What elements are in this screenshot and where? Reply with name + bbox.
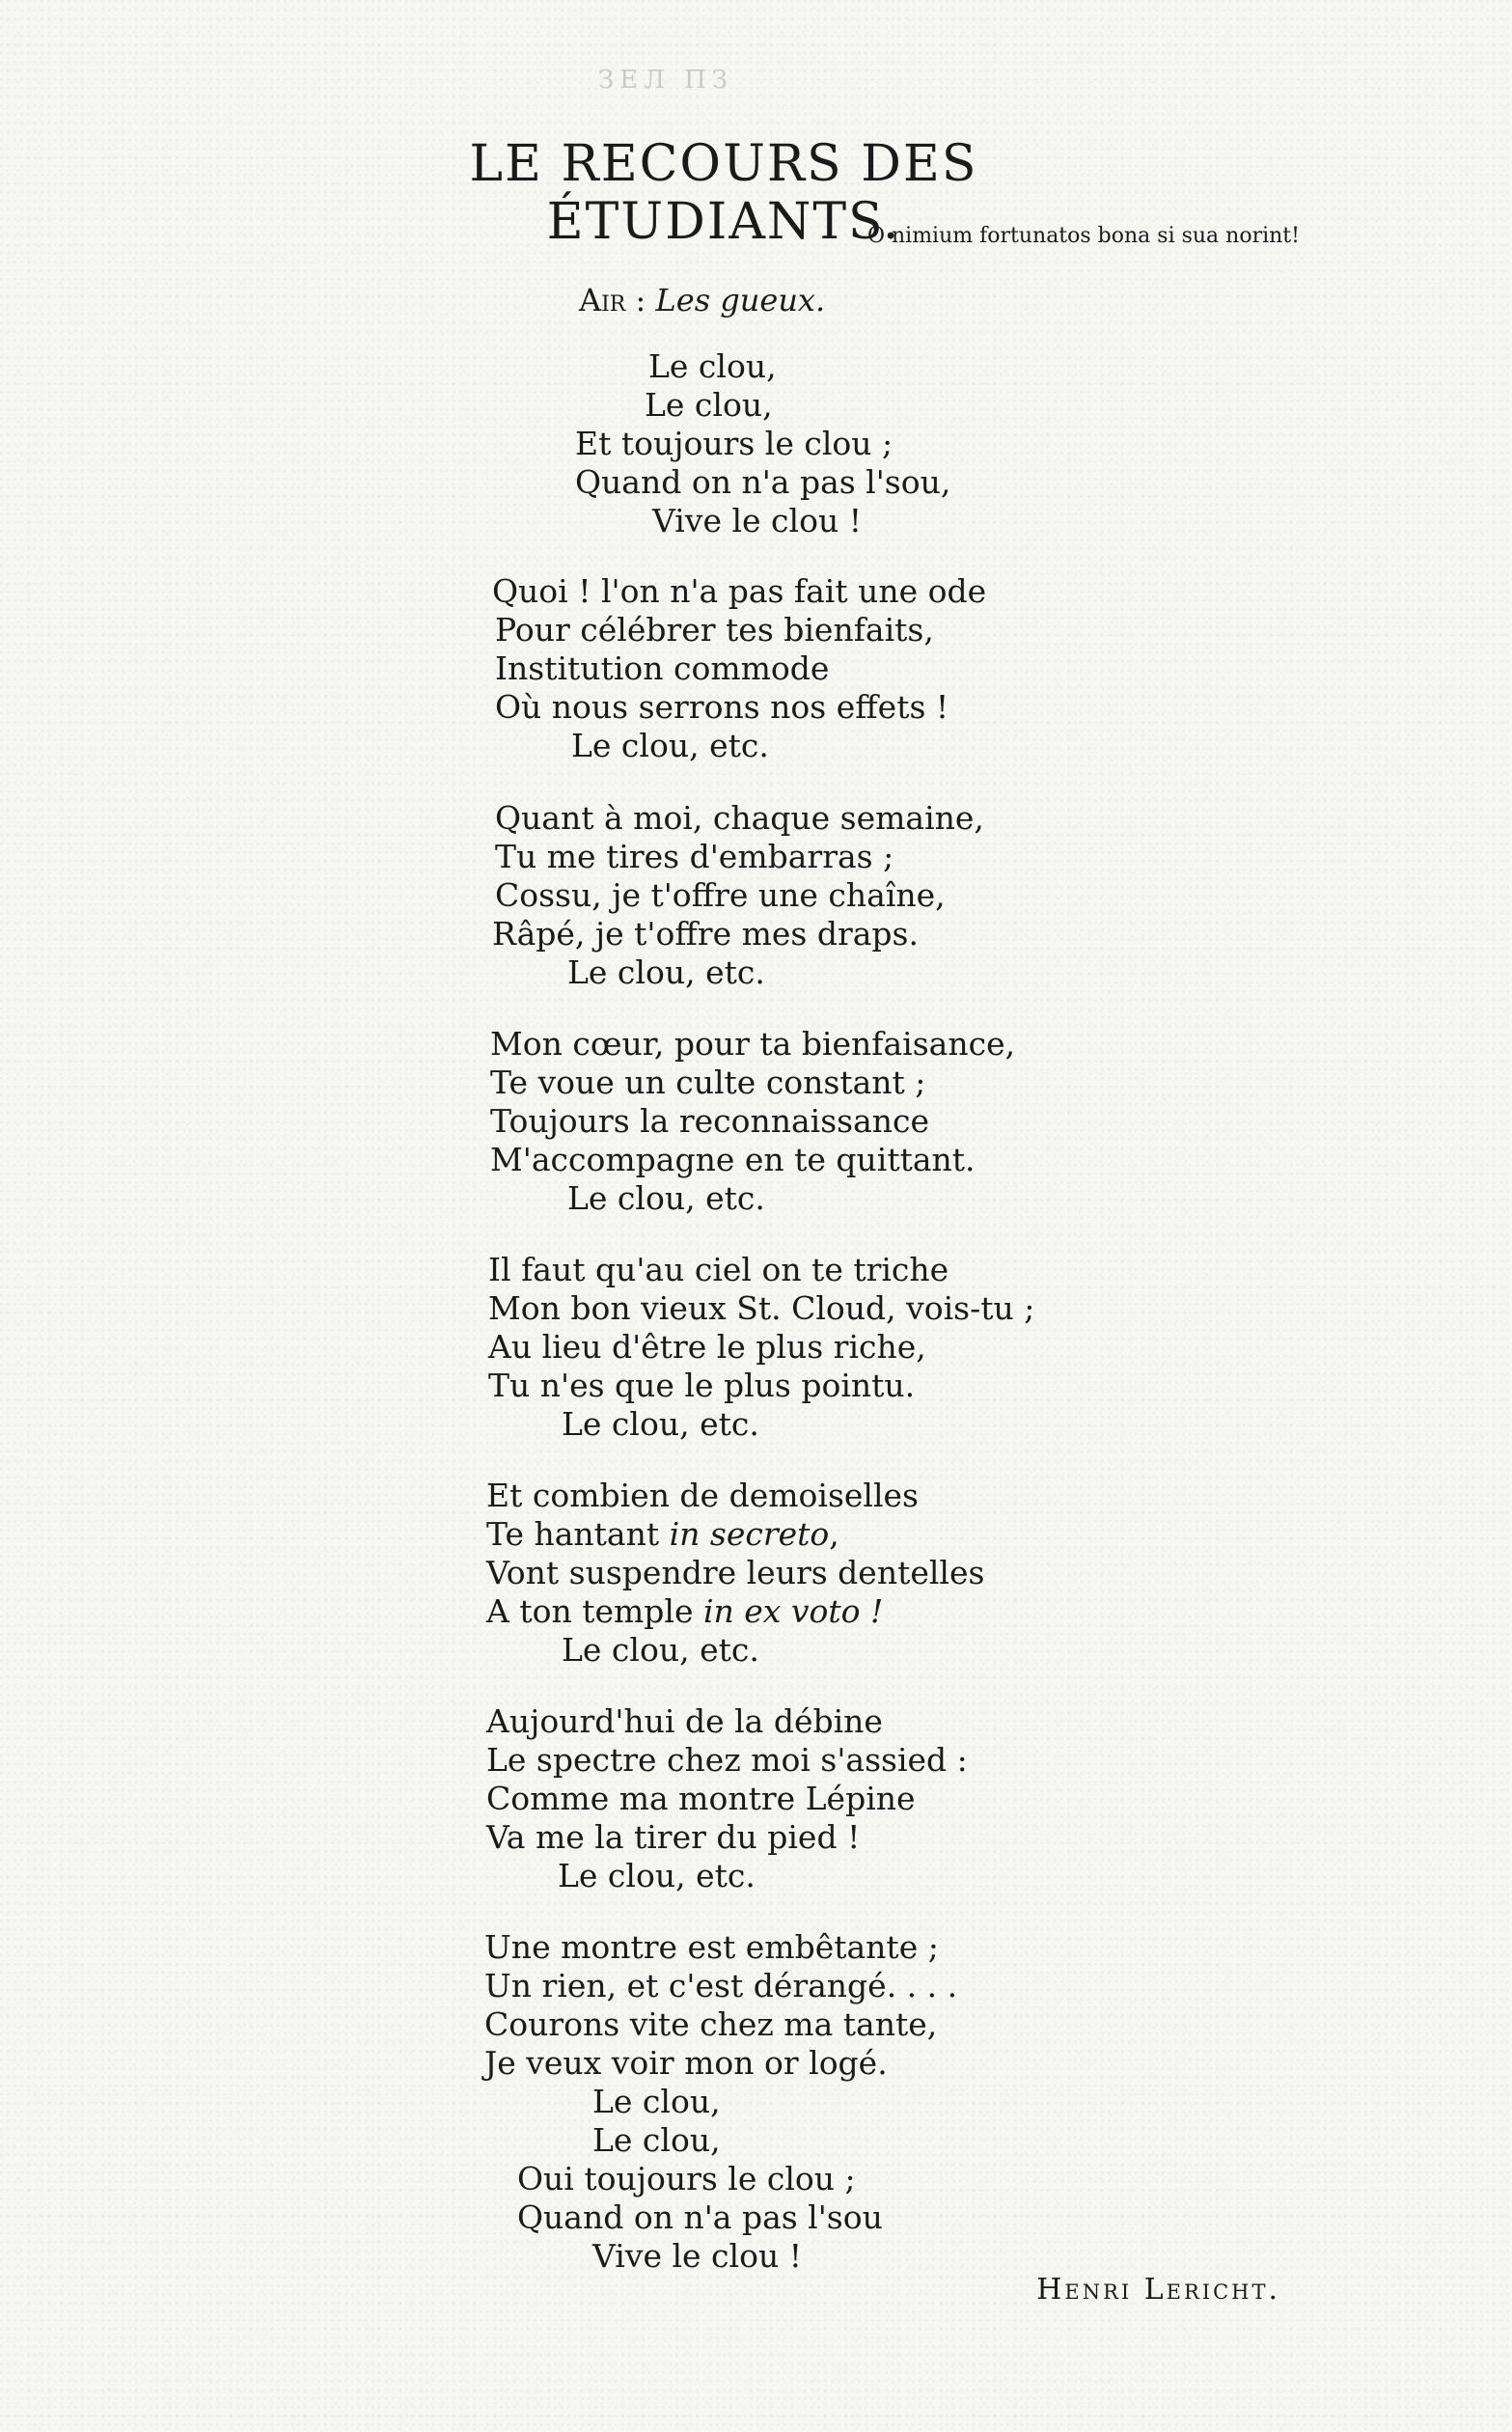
stanza-line: Tu n'es que le plus pointu.	[488, 1367, 916, 1404]
refrain-open-line: Quand on n'a pas l'sou,	[575, 463, 951, 501]
stanza-refrain: Le clou, etc.	[567, 953, 765, 991]
stanza-line: Un rien, et c'est dérangé. . . .	[484, 1967, 958, 2004]
stanza-line: Le spectre chez moi s'assied :	[486, 1741, 968, 1779]
stanza-line: Te voue un culte constant ;	[490, 1064, 926, 1101]
refrain-open-line: Vive le clou !	[652, 502, 862, 539]
stanza-line: Mon cœur, pour ta bienfaisance,	[490, 1025, 1016, 1063]
stanza-line: Quoi ! l'on n'a pas fait une ode	[492, 572, 987, 610]
stanza-refrain: Le clou, etc.	[571, 727, 769, 764]
refrain-close-line: Le clou,	[592, 2083, 721, 2120]
stanza-refrain: Le clou, etc.	[558, 1857, 756, 1894]
epigraph: O nimium fortunatos bona si sua norint!	[866, 224, 1300, 248]
stanza-line: Quant à moi, chaque semaine,	[495, 799, 984, 837]
stanza-refrain: Le clou, etc.	[567, 1179, 765, 1217]
refrain-open-line: Le clou,	[648, 347, 777, 385]
stanza-line: Il faut qu'au ciel on te triche	[488, 1251, 949, 1288]
stanza-line-text: A ton temple	[486, 1592, 703, 1630]
stanza-line: Où nous serrons nos effets !	[495, 688, 949, 726]
stanza-line-text: ,	[829, 1515, 839, 1553]
stanza-line: M'accompagne en te quittant.	[490, 1141, 976, 1178]
air-line	[579, 282, 825, 318]
refrain-open-line: Le clou,	[645, 386, 773, 424]
stanza-refrain: Le clou, etc.	[562, 1405, 759, 1443]
author-signature: Henri Lericht.	[1036, 2273, 1280, 2307]
stanza-refrain: Le clou, etc.	[562, 1631, 759, 1669]
stanza-line	[486, 1592, 883, 1631]
air-tune: Les gueux.	[655, 282, 826, 318]
stanza-line-text: Et combien de demoiselles	[486, 1477, 919, 1514]
stanza-line-text: Te hantant	[486, 1515, 670, 1553]
refrain-close-line: Vive le clou !	[592, 2237, 802, 2275]
stanza-line: Va me la tirer du pied !	[486, 1818, 861, 1856]
stanza-line	[486, 1477, 919, 1515]
poem-title: LE RECOURS DES ÉTUDIANTS.	[469, 135, 978, 251]
stanza-line	[486, 1515, 839, 1554]
refrain-close-line: Le clou,	[592, 2121, 721, 2159]
latin-phrase: in ex voto !	[702, 1592, 884, 1630]
refrain-open-line: Et toujours le clou ;	[575, 425, 893, 462]
stanza-line-text: Vont suspendre leurs dentelles	[486, 1554, 985, 1591]
latin-phrase: in secreto	[669, 1515, 830, 1553]
stanza-line: Mon bon vieux St. Cloud, vois-tu ;	[488, 1289, 1035, 1327]
stanza-line	[486, 1554, 984, 1592]
stanza-line: Aujourd'hui de la débine	[486, 1702, 883, 1740]
stanza-line: Tu me tires d'embarras ;	[495, 838, 894, 875]
stanza-line: Comme ma montre Lépine	[486, 1780, 916, 1817]
faded-header-fragment: ЗЕЛ ПЗ	[597, 66, 733, 95]
refrain-close-line: Oui toujours le clou ;	[517, 2160, 856, 2197]
stanza-line: Râpé, je t'offre mes draps.	[492, 915, 919, 953]
stanza-line: Institution commode	[495, 649, 830, 687]
stanza-line: Toujours la reconnaissance	[490, 1102, 930, 1140]
air-label: Air :	[579, 282, 646, 318]
stanza-line: Au lieu d'être le plus riche,	[488, 1328, 926, 1366]
stanza-line: Pour célébrer tes bienfaits,	[495, 611, 934, 649]
stanza-line: Une montre est embêtante ;	[484, 1928, 939, 1966]
stanza-line: Courons vite chez ma tante,	[484, 2005, 938, 2043]
stanza-line: Cossu, je t'offre une chaîne,	[495, 876, 946, 914]
refrain-close-line: Quand on n'a pas l'sou	[517, 2198, 883, 2236]
stanza-line: Je veux voir mon or logé.	[484, 2044, 888, 2082]
